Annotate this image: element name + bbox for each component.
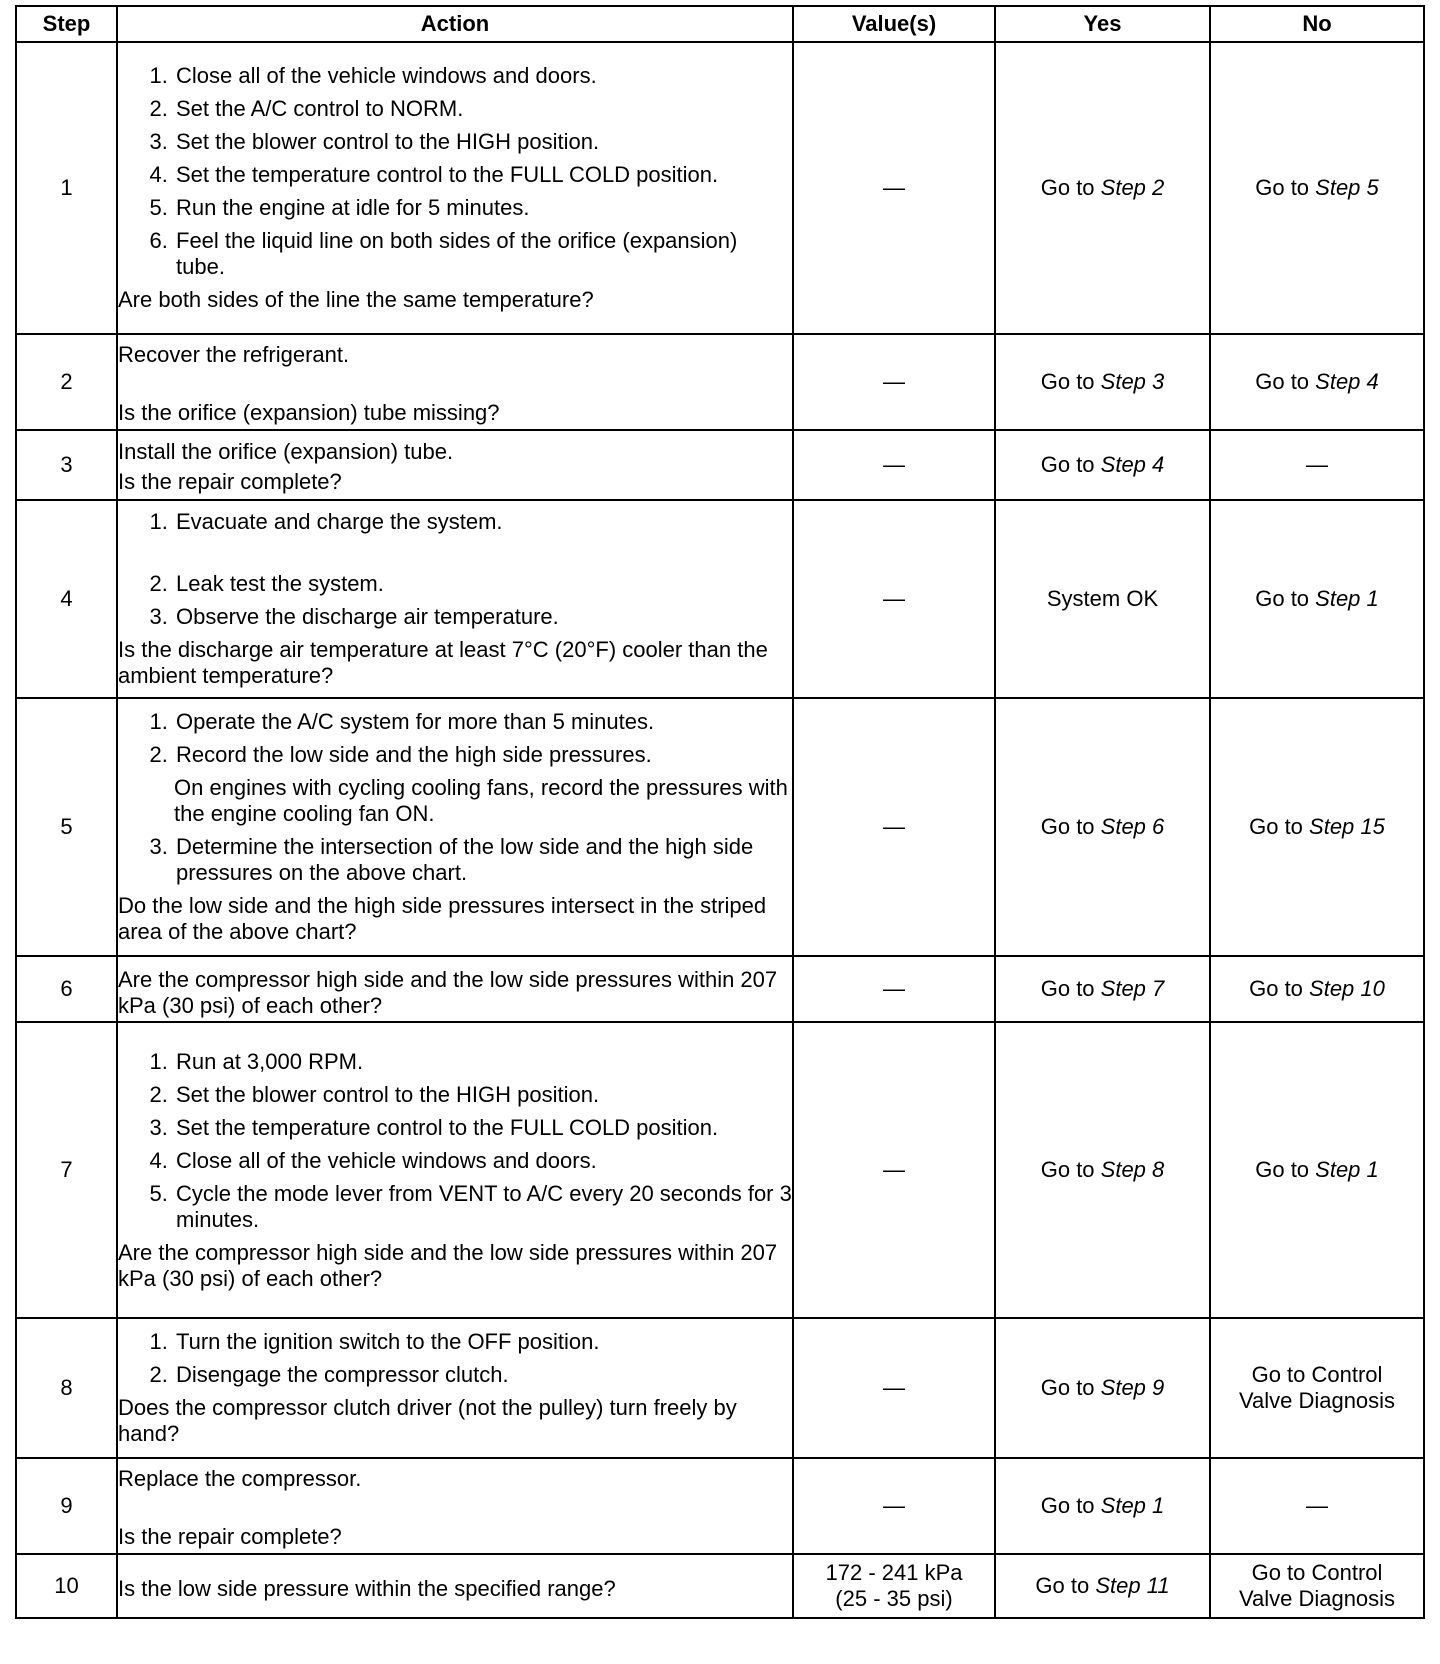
no-step-link[interactable]: Step 1	[1315, 1157, 1379, 1182]
control-valve-link[interactable]: Valve Diagnosis	[1238, 1388, 1396, 1413]
yes-cell	[995, 956, 1210, 1022]
action-cell	[117, 1458, 793, 1554]
substep: 1. Run at 3,000 RPM.	[174, 1049, 792, 1075]
control-valve-link[interactable]: Valve Diagnosis	[1238, 1586, 1396, 1611]
step-number: 5	[16, 698, 117, 956]
substep-list	[118, 1329, 792, 1388]
table-row	[16, 500, 1424, 698]
value-cell: —	[793, 1458, 995, 1554]
substep: 1. Close all of the vehicle windows and doors.	[174, 63, 792, 89]
action-intro: Install the orifice (expansion) tube.	[118, 439, 454, 464]
pressure-range-psi: (25 - 35 psi)	[835, 1586, 953, 1611]
diagnostic-table	[15, 5, 1425, 1619]
action-cell	[117, 1022, 793, 1318]
no-prefix: Go to	[1255, 175, 1316, 200]
no-prefix: Go to	[1249, 976, 1310, 1001]
no-step-link[interactable]: Step 10	[1309, 976, 1385, 1001]
pressure-range-kpa: 172 - 241 kPa	[825, 1560, 963, 1585]
substep: 6. Feel the liquid line on both sides of the orifice (expansion) tube.	[174, 228, 792, 280]
no-cell	[1210, 698, 1424, 956]
value-cell: —	[793, 1022, 995, 1318]
step-number: 10	[16, 1554, 117, 1618]
no-step-link[interactable]: Step 4	[1315, 369, 1379, 394]
step-number: 8	[16, 1318, 117, 1458]
question-text: Do the low side and the high side pressures intersect in the striped area of the above chart?	[118, 893, 767, 944]
no-cell	[1210, 956, 1424, 1022]
value-cell: —	[793, 430, 995, 500]
substep-list	[118, 834, 792, 886]
substep: 2. Record the low side and the high side pressures.	[174, 742, 792, 768]
action-cell	[117, 956, 793, 1022]
substep: 4. Close all of the vehicle windows and doors.	[174, 1148, 792, 1174]
yes-cell	[995, 430, 1210, 500]
yes-step-link[interactable]: Step 1	[1100, 1493, 1165, 1518]
control-valve-link[interactable]: Go to Control	[1251, 1560, 1383, 1585]
table-row	[16, 1554, 1424, 1618]
header-action: Action	[117, 6, 793, 42]
substep: 1. Turn the ignition switch to the OFF position.	[174, 1329, 792, 1355]
value-cell: —	[793, 956, 995, 1022]
no-cell	[1210, 42, 1424, 334]
question-text: Are the compressor high side and the low side pressures within 207 kPa (30 psi) of each other?	[118, 967, 778, 1018]
substep: 4. Set the temperature control to the FULL COLD position.	[174, 162, 792, 188]
question-text: Are both sides of the line the same temperature?	[118, 287, 594, 312]
substep-list	[118, 509, 792, 630]
substep: 5. Cycle the mode lever from VENT to A/C every 20 seconds for 3 minutes.	[174, 1181, 792, 1233]
value-cell: —	[793, 334, 995, 430]
yes-prefix: Go to	[1040, 1493, 1101, 1518]
action-intro: Replace the compressor.	[118, 1466, 362, 1491]
value-cell	[793, 1554, 995, 1618]
question-text: Does the compressor clutch driver (not the pulley) turn freely by hand?	[118, 1395, 737, 1446]
no-cell	[1210, 1318, 1424, 1458]
step-number: 4	[16, 500, 117, 698]
no-step-link[interactable]: Step 5	[1315, 175, 1379, 200]
action-cell	[117, 42, 793, 334]
yes-prefix: Go to	[1040, 1157, 1101, 1182]
yes-prefix: Go to	[1035, 1573, 1096, 1598]
no-cell	[1210, 500, 1424, 698]
no-cell	[1210, 1554, 1424, 1618]
question-text: Is the discharge air temperature at least 7°C (20°F) cooler than the ambient temperature?	[118, 637, 768, 688]
question-text: Is the repair complete?	[118, 469, 342, 494]
yes-step-link[interactable]: Step 11	[1095, 1573, 1170, 1598]
control-valve-link[interactable]: Go to Control	[1251, 1362, 1383, 1387]
table-row	[16, 956, 1424, 1022]
substep: 3. Determine the intersection of the low side and the high side pressures on the above chart.	[174, 834, 792, 886]
no-cell	[1210, 334, 1424, 430]
yes-step-link[interactable]: Step 7	[1100, 976, 1165, 1001]
yes-prefix: Go to	[1040, 175, 1101, 200]
yes-cell	[995, 334, 1210, 430]
yes-prefix: Go to	[1040, 814, 1101, 839]
table-row	[16, 430, 1424, 500]
header-yes: Yes	[995, 6, 1210, 42]
action-cell	[117, 1318, 793, 1458]
substep: 1. Evacuate and charge the system.	[174, 509, 792, 535]
step-number: 7	[16, 1022, 117, 1318]
substep: 2. Leak test the system.	[174, 571, 792, 597]
yes-cell	[995, 1458, 1210, 1554]
yes-cell	[995, 1022, 1210, 1318]
yes-prefix: Go to	[1040, 452, 1101, 477]
action-cell	[117, 500, 793, 698]
substep: 2. Disengage the compressor clutch.	[174, 1362, 792, 1388]
question-text: Are the compressor high side and the low side pressures within 207 kPa (30 psi) of each other?	[118, 1239, 778, 1291]
no-step-link[interactable]: Step 1	[1315, 586, 1379, 611]
substep-list	[118, 709, 792, 768]
no-prefix: Go to	[1249, 814, 1310, 839]
step-number: 1	[16, 42, 117, 334]
substep: 3. Set the blower control to the HIGH position.	[174, 129, 792, 155]
step-number: 6	[16, 956, 117, 1022]
table-row	[16, 1022, 1424, 1318]
substep: 2. Set the A/C control to NORM.	[174, 96, 792, 122]
yes-step-link[interactable]: Step 2	[1100, 175, 1165, 200]
substep: 3. Set the temperature control to the FULL COLD position.	[174, 1115, 792, 1141]
no-cell: —	[1210, 1458, 1424, 1554]
yes-prefix: Go to	[1040, 976, 1101, 1001]
substep: 1. Operate the A/C system for more than 5 minutes.	[174, 709, 792, 735]
action-cell	[117, 1554, 793, 1618]
yes-cell	[995, 1318, 1210, 1458]
yes-step-link[interactable]: Step 6	[1100, 814, 1165, 839]
yes-step-link[interactable]: Step 3	[1100, 369, 1165, 394]
action-cell	[117, 698, 793, 956]
no-step-link[interactable]: Step 15	[1309, 814, 1385, 839]
yes-step-link[interactable]: Step 4	[1100, 452, 1165, 477]
yes-step-link[interactable]: Step 8	[1100, 1157, 1165, 1182]
table-row	[16, 42, 1424, 334]
header-no: No	[1210, 6, 1424, 42]
yes-step-link[interactable]: Step 9	[1100, 1375, 1165, 1400]
question-text: Is the low side pressure within the specified range?	[118, 1576, 616, 1601]
question-text: Is the repair complete?	[118, 1524, 342, 1549]
yes-cell	[995, 1554, 1210, 1618]
no-cell: —	[1210, 430, 1424, 500]
substep-note: On engines with cycling cooling fans, record the pressures with the engine cooling fan ON.	[174, 775, 788, 826]
question-text: Is the orifice (expansion) tube missing?	[118, 400, 500, 425]
yes-prefix: Go to	[1040, 369, 1101, 394]
step-number: 2	[16, 334, 117, 430]
action-cell	[117, 430, 793, 500]
substep-list	[118, 1049, 792, 1233]
header-values: Value(s)	[793, 6, 995, 42]
header-row	[16, 6, 1424, 42]
value-cell: —	[793, 42, 995, 334]
table-row	[16, 698, 1424, 956]
table-row	[16, 334, 1424, 430]
value-cell: —	[793, 1318, 995, 1458]
no-prefix: Go to	[1255, 586, 1316, 611]
action-cell	[117, 334, 793, 430]
no-prefix: Go to	[1255, 1157, 1316, 1182]
yes-cell: System OK	[995, 500, 1210, 698]
substep: 3. Observe the discharge air temperature.	[174, 604, 792, 630]
substep-list	[118, 63, 792, 280]
value-cell: —	[793, 500, 995, 698]
step-number: 9	[16, 1458, 117, 1554]
header-step: Step	[16, 6, 117, 42]
no-cell	[1210, 1022, 1424, 1318]
no-prefix: Go to	[1255, 369, 1316, 394]
table-row	[16, 1458, 1424, 1554]
substep: 2. Set the blower control to the HIGH position.	[174, 1082, 792, 1108]
substep: 5. Run the engine at idle for 5 minutes.	[174, 195, 792, 221]
yes-cell	[995, 698, 1210, 956]
yes-prefix: Go to	[1040, 1375, 1101, 1400]
yes-cell	[995, 42, 1210, 334]
value-cell: —	[793, 698, 995, 956]
step-number: 3	[16, 430, 117, 500]
action-intro: Recover the refrigerant.	[118, 342, 350, 367]
table-row	[16, 1318, 1424, 1458]
